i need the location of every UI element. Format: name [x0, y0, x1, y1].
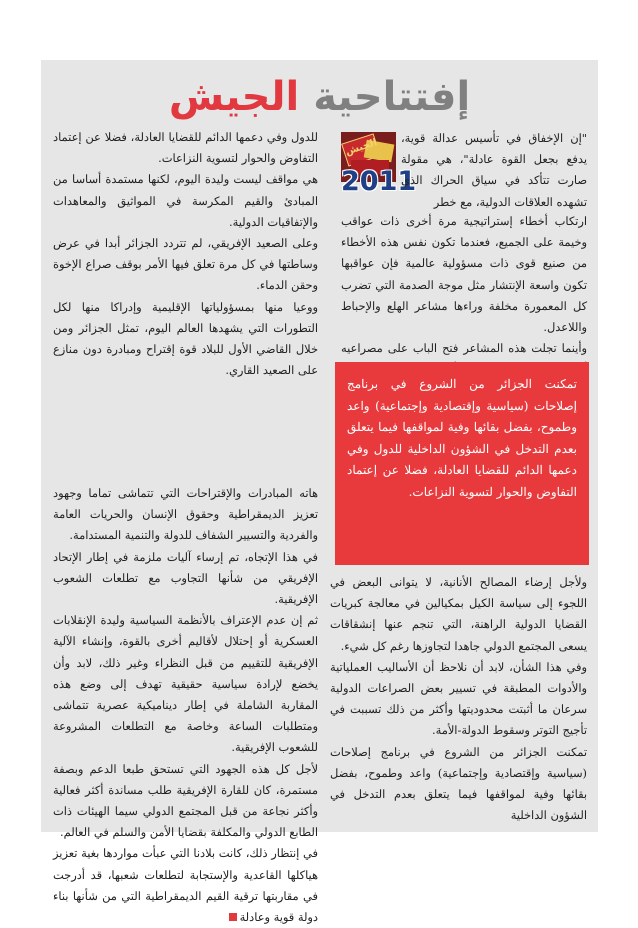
right-column-top	[341, 211, 587, 381]
paragraph: للدول وفي دعمها الدائم للقضايا العادلة، فضلا عن إعتماد التفاوض والحوار لتسوية النزاعات.	[53, 130, 318, 166]
highlight-text: تمكنت الجزائر من الشروع في برنامج إصلاحات (سياسية وإقتصادية وإجتماعية) واعد وطموح، بفضل بقائها وفية لمواقفها فيما يتعلق بعدم التدخل في الشؤون الداخلية للدول وفي دعمها الدائم للقضايا العادلة، فضلا عن إعتماد التفاوض والحوار لتسوية النزاعات.	[347, 377, 577, 499]
title-part-red: الجيش	[168, 74, 300, 120]
paragraph: وأينما تجلت هذه المشاعر فتح الباب على مصراعيه	[341, 341, 587, 356]
paragraph-text: في إنتظار ذلك، كانت بلادنا التي عبأت مواردها بغية تعزيز هياكلها القاعدية والإستجابة لتطلعات شعبها، قد أدرجت في مقاربتها ترقية القيم الديمقراطية التي من شأنها بناء دولة قوية وعادلة	[53, 846, 318, 925]
army-logo	[341, 132, 417, 202]
opening-quote: "إن الإخفاق في تأسيس عدالة قوية، يدفع بجعل القوة عادلة"، هي مقولة صارت تتأكد في سياق الحراك الذي تشهده العلاقات الدولية، مع خطر	[401, 131, 587, 209]
right-column-top-quote	[401, 128, 587, 213]
title-part-gray: إفتتاحية	[313, 74, 471, 120]
paragraph: في هذا الإتجاه، تم إرساء آليات ملزمة في إطار الإتحاد الإفريقي من شأنها التجاوب مع تطلعات الشعوب الإفريقية.	[53, 549, 318, 607]
page-panel	[41, 60, 598, 925]
right-column-bottom	[330, 572, 587, 826]
paragraph: هي مواقف ليست وليدة اليوم، لكنها مستمدة أساسا من المبادئ والقيم المكرسة في المواثيق والمعاهدات والإتفاقيات الدولية.	[53, 172, 318, 229]
paragraph-last	[53, 843, 318, 928]
highlight-box	[335, 362, 589, 565]
paragraph: لأجل كل هذه الجهود التي تستحق طبعا الدعم وبصفة مستمرة، كان للقارة الإفريقية طلب مساندة أكثر فعالية وأكثر نجاعة من قبل المجتمع الدولي سيما الهيئات ذات الطابع الدولي والمكلفة بقضايا الأمن والسلم في العالم.	[53, 761, 318, 840]
left-column-bottom	[53, 483, 318, 928]
page-title	[41, 74, 598, 120]
paragraph: وفي هذا الشأن، لابد أن نلاحظ أن الأساليب العملياتية والأدوات المطبقة في تسيير بعض الصراعات الدولية سرعان ما أثبتت محدوديتها وأكثر من ذلك تسببت في تأجيج التوتر وسقوط الدولة-الأمة.	[330, 659, 587, 738]
logo-text: الجيش	[344, 137, 379, 158]
end-mark-icon	[229, 913, 237, 921]
logo-year: 2011	[341, 166, 417, 197]
left-column-top	[53, 127, 318, 381]
paragraph: وعلى الصعيد الإفريقي، لم تتردد الجزائر أبدا في عرض وساطتها في كل مرة تعلق فيها الأمر بوقف صراع الإخوة وحقن الدماء.	[53, 236, 318, 293]
paragraph: ولأجل إرضاء المصالح الأنانية، لا يتوانى البعض في اللجوء إلى سياسة الكيل بمكيالين في معالجة كبريات القضايا الدولية الراهنة، التي تنجم عنها إنشقاقات يسعى المجتمع الدولي جاهدا لتجاوزها رغم كل شيء.	[330, 575, 587, 653]
paragraph: ثم إن عدم الإعتراف بالأنظمة السياسية وليدة الإنقلابات العسكرية أو إحتلال لأقاليم أخرى بالقوة، وإنشاء الآلية الإفريقية للتقييم من قبل النظراء وغير ذلك، لابد وأن يخضع لإرادة سياسية حقيقية تهدف إلى وضع هذه المقاربة الشاملة في إطار ديناميكية عصرية تتماشى ومتطلبات الساعة وخاصة مع التطلعات المشروعة للشعوب الإفريقية.	[53, 613, 318, 755]
paragraph: تمكنت الجزائر من الشروع في برنامج إصلاحات (سياسية وإقتصادية وإجتماعية) واعد وطموح، بفضل بقائها وفية لمواقفها فيما يتعلق بعدم التدخل في الشؤون الداخلية	[330, 744, 587, 823]
paragraph: هاته المبادرات والإقتراحات التي تتماشى تماما وجهود تعزيز الديمقراطية وحقوق الإنسان والحريات العامة والفردية والتسيير الشفاف للدولة والتنمية المستدامة.	[53, 486, 318, 543]
paragraph: ووعيا منها بمسؤولياتها الإقليمية وإدراكا منها لكل التطورات التي يشهدها العالم اليوم، تمثل الجزائر ومن خلال القاضي الأول للبلاد قوة إقتراح ومبادرة دون منازع على الصعيد القاري.	[53, 299, 318, 378]
paragraph: ارتكاب أخطاء إستراتيجية مرة أخرى ذات عواقب وخيمة على الجميع، فعندما تكون نفس هذه الأخطاء من صنيع قوى ذات مسؤولية عالمية فإن عواقبها تكون واسعة الإنتشار مثل موجة الصدمة التي تضرب كل المعمورة مخلفة وراءها مشاعر الهلع والإحباط واللاعدل.	[341, 214, 587, 335]
